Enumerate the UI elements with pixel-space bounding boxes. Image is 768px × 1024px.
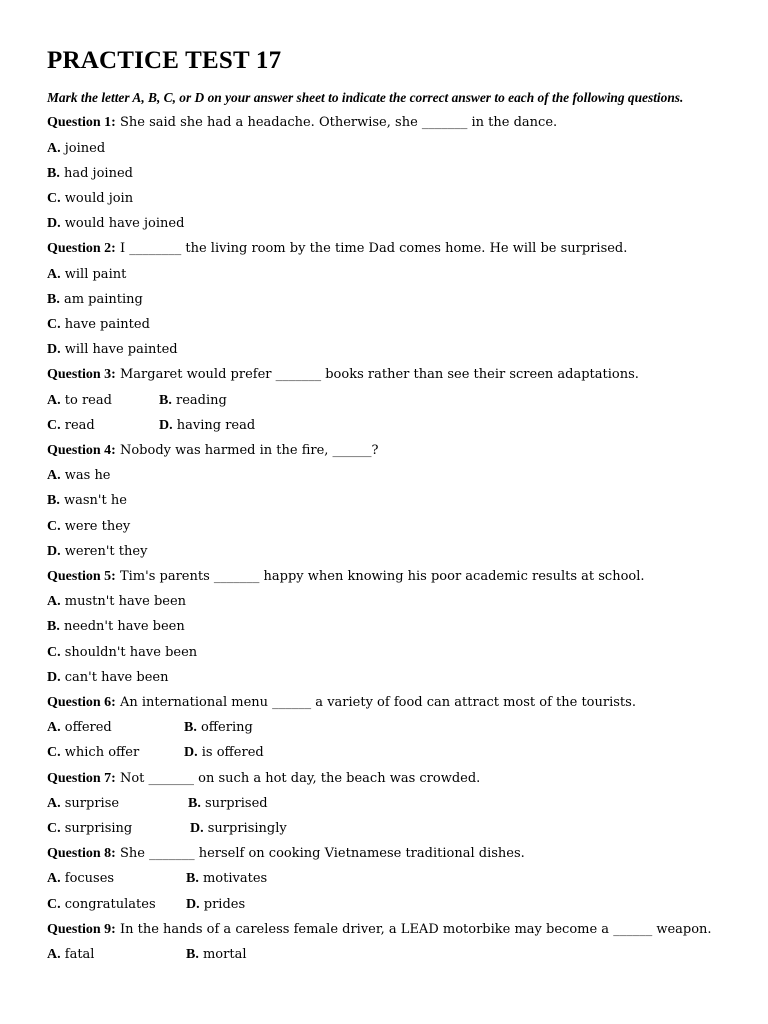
option-a [47, 866, 186, 891]
option-text: can't have been [60, 669, 169, 685]
option-d [47, 211, 737, 236]
option-letter: A. [47, 947, 61, 962]
option-row [47, 942, 737, 967]
option-c [47, 186, 737, 211]
option-text: will paint [60, 266, 127, 282]
option-letter: A. [47, 795, 61, 811]
instruction-text: Mark the letter A, B, C, or D on your answer sheet to indicate the correct answer to each of the following questions. [47, 90, 684, 105]
option-text: surprising [60, 820, 133, 836]
option-d [184, 740, 264, 765]
option-letter: C. [47, 417, 61, 433]
question-text: An international menu ______ a variety of food can attract most of the tourists. [115, 694, 636, 710]
question-label: Question 8: [47, 846, 116, 862]
option-text: shouldn't have been [60, 644, 198, 660]
question-label: Question 7: [47, 770, 116, 786]
question-8 [47, 841, 737, 866]
question-text: Nobody was harmed in the fire, ______? [115, 442, 379, 458]
option-a [47, 136, 737, 161]
option-letter: B. [47, 619, 60, 635]
option-d [47, 539, 737, 564]
option-letter: C. [47, 190, 61, 206]
option-b [184, 715, 253, 740]
option-text: will have painted [60, 342, 178, 358]
option-c [47, 413, 159, 438]
option-text: which offer [60, 745, 140, 761]
option-letter: C. [47, 518, 61, 534]
option-d [47, 665, 737, 690]
option-a [47, 589, 737, 614]
option-letter: D. [159, 417, 173, 433]
option-letter: D. [47, 669, 61, 685]
option-c [47, 312, 737, 337]
option-row [47, 740, 737, 765]
option-text: had joined [59, 165, 133, 181]
question-label: Question 6: [47, 694, 116, 710]
question-label: Question 1: [47, 115, 116, 131]
option-c [47, 892, 186, 917]
option-text: offered [60, 720, 112, 736]
question-6 [47, 690, 737, 715]
option-row [47, 816, 737, 841]
question-text: She said she had a headache. Otherwise, she _______ in the dance. [115, 115, 558, 131]
option-letter: A. [47, 468, 61, 484]
option-text: were they [60, 518, 131, 534]
option-b [47, 287, 737, 312]
question-label: Question 4: [47, 442, 116, 458]
option-letter: C. [47, 820, 61, 836]
option-letter: D. [186, 896, 200, 912]
option-letter: D. [184, 745, 198, 761]
option-letter: D. [47, 342, 61, 358]
option-letter: A. [47, 140, 61, 156]
option-text: read [60, 417, 95, 433]
option-letter: A. [47, 871, 61, 887]
option-letter: B. [186, 947, 199, 962]
option-row [47, 866, 737, 891]
option-letter: C. [47, 644, 61, 660]
option-letter: B. [188, 795, 201, 811]
option-c [47, 514, 737, 539]
option-text: having read [172, 417, 256, 433]
option-c [47, 740, 184, 765]
question-text: In the hands of a careless female driver, a LEAD motorbike may become a ______ weapon. [115, 921, 712, 937]
document-page [47, 44, 737, 967]
option-a [47, 791, 188, 816]
option-d [190, 816, 287, 841]
option-row [47, 388, 737, 413]
option-text: prides [199, 896, 246, 912]
option-text: surprise [60, 795, 120, 811]
option-text: have painted [60, 316, 150, 332]
option-text: reading [171, 392, 227, 408]
option-a [47, 262, 737, 287]
option-text: to read [60, 392, 112, 408]
option-letter: B. [47, 165, 60, 181]
option-a [47, 942, 186, 967]
option-d [47, 337, 737, 362]
option-row [47, 715, 737, 740]
question-label: Question 5: [47, 568, 116, 584]
option-b [186, 942, 246, 967]
option-text: joined [60, 140, 106, 156]
option-letter: A. [47, 720, 61, 736]
question-5 [47, 564, 737, 589]
question-text: I ________ the living room by the time Dad comes home. He will be surprised. [115, 241, 628, 257]
option-b [186, 866, 267, 891]
question-label: Question 9: [47, 921, 116, 937]
question-9 [47, 917, 737, 942]
option-text: was he [60, 468, 111, 484]
option-text: would join [60, 190, 134, 206]
option-a [47, 463, 737, 488]
option-b [47, 488, 737, 513]
option-letter: A. [47, 392, 61, 408]
question-2 [47, 236, 737, 261]
question-3 [47, 362, 737, 387]
option-d [186, 892, 245, 917]
option-text: surprisingly [203, 820, 287, 836]
option-a [47, 388, 159, 413]
option-text: focuses [60, 871, 115, 887]
question-text: She _______ herself on cooking Vietnamese traditional dishes. [115, 846, 525, 862]
option-text: offering [196, 720, 253, 736]
option-a [47, 715, 184, 740]
option-b [47, 614, 737, 639]
option-letter: B. [186, 871, 199, 887]
option-text: motivates [198, 871, 268, 887]
question-4 [47, 438, 737, 463]
option-row [47, 413, 737, 438]
option-text: wasn't he [59, 493, 127, 509]
option-letter: B. [47, 493, 60, 509]
option-letter: C. [47, 316, 61, 332]
option-text: mortal [198, 947, 247, 962]
question-text: Not _______ on such a hot day, the beach was crowded. [115, 770, 481, 786]
option-text: mustn't have been [60, 594, 187, 610]
option-letter: B. [47, 291, 60, 307]
option-text: weren't they [60, 543, 148, 559]
option-letter: D. [47, 216, 61, 232]
question-label: Question 3: [47, 367, 116, 383]
option-text: surprised [200, 795, 268, 811]
option-letter: B. [159, 392, 172, 408]
option-text: fatal [60, 947, 95, 962]
page-title: PRACTICE TEST 17 [47, 47, 282, 74]
option-row [47, 791, 737, 816]
option-text: would have joined [60, 216, 185, 232]
option-letter: A. [47, 266, 61, 282]
option-letter: C. [47, 896, 61, 912]
option-b [159, 388, 227, 413]
option-text: needn't have been [59, 619, 185, 635]
option-text: am painting [59, 291, 143, 307]
option-row [47, 892, 737, 917]
question-label: Question 2: [47, 241, 116, 257]
question-text: Tim's parents _______ happy when knowing his poor academic results at school. [115, 568, 645, 584]
option-letter: B. [184, 720, 197, 736]
option-b [47, 161, 737, 186]
option-c [47, 816, 190, 841]
option-d [159, 413, 255, 438]
option-letter: A. [47, 594, 61, 610]
question-1 [47, 110, 737, 135]
option-text: is offered [197, 745, 264, 761]
option-letter: D. [190, 820, 204, 836]
option-c [47, 640, 737, 665]
question-7 [47, 766, 737, 791]
option-text: congratulates [60, 896, 156, 912]
question-text: Margaret would prefer _______ books rather than see their screen adaptations. [115, 367, 639, 383]
option-letter: C. [47, 745, 61, 761]
option-letter: D. [47, 543, 61, 559]
option-b [188, 791, 268, 816]
